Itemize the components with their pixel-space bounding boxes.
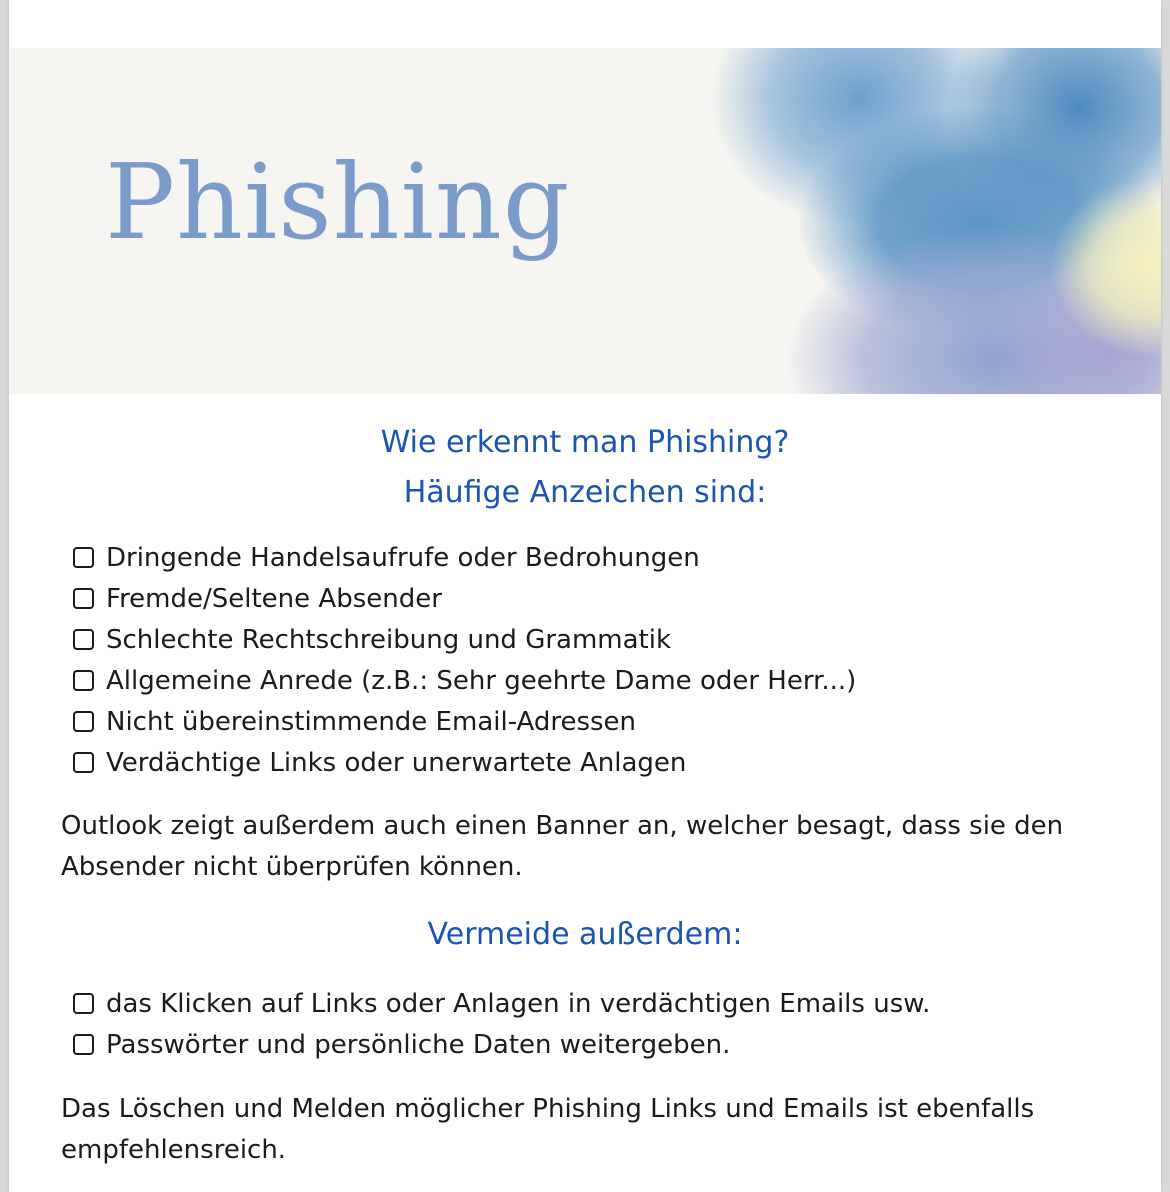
- checkbox-icon[interactable]: [73, 752, 94, 773]
- checkbox-icon[interactable]: [73, 588, 94, 609]
- checklist-item-label: Verdächtige Links oder unerwartete Anlagen: [106, 747, 687, 778]
- checklist-item-label: Allgemeine Anrede (z.B.: Sehr geehrte Dame oder Herr...): [106, 665, 857, 696]
- outlook-note-paragraph: Outlook zeigt außerdem auch einen Banner an, welcher besagt, dass sie den Absender nicht überprüfen können.: [61, 811, 1064, 882]
- document-page: [9, 0, 1161, 1192]
- checklist-item-label: Dringende Handelsaufrufe oder Bedrohungen: [106, 542, 700, 573]
- checkbox-icon[interactable]: [73, 670, 94, 691]
- checklist-item: [73, 578, 856, 619]
- header-banner: [9, 48, 1161, 394]
- checkbox-icon[interactable]: [73, 993, 94, 1014]
- section-heading-recognize: [9, 418, 1161, 518]
- checklist-item: [73, 742, 856, 783]
- avoid-checklist: [73, 983, 930, 1065]
- checklist-item: [73, 660, 856, 701]
- checklist-item: [73, 619, 856, 660]
- checklist-item: [73, 983, 930, 1024]
- checklist-item: [73, 1024, 930, 1065]
- checkbox-icon[interactable]: [73, 711, 94, 732]
- checklist-item: [73, 537, 856, 578]
- checklist-item-label: Fremde/Seltene Absender: [106, 583, 442, 614]
- checklist-item-label: Schlechte Rechtschreibung und Grammatik: [106, 624, 672, 655]
- page-title: Phishing: [105, 141, 571, 263]
- heading-line: Wie erkennt man Phishing?: [380, 425, 790, 460]
- checkbox-icon[interactable]: [73, 547, 94, 568]
- checklist-item-label: Passwörter und persönliche Daten weitergeben.: [106, 1029, 731, 1060]
- checklist-item-label: Nicht übereinstimmende Email-Adressen: [106, 706, 637, 737]
- report-note-paragraph: Das Löschen und Melden möglicher Phishing Links und Emails ist ebenfalls empfehlensreich.: [61, 1094, 1035, 1165]
- section-heading-avoid: Vermeide außerdem:: [427, 917, 743, 952]
- checkbox-icon[interactable]: [73, 629, 94, 650]
- warning-signs-checklist: [73, 537, 856, 783]
- checklist-item: [73, 701, 856, 742]
- checklist-item-label: das Klicken auf Links oder Anlagen in verdächtigen Emails usw.: [106, 988, 931, 1019]
- checkbox-icon[interactable]: [73, 1034, 94, 1055]
- heading-line: Häufige Anzeichen sind:: [403, 475, 767, 510]
